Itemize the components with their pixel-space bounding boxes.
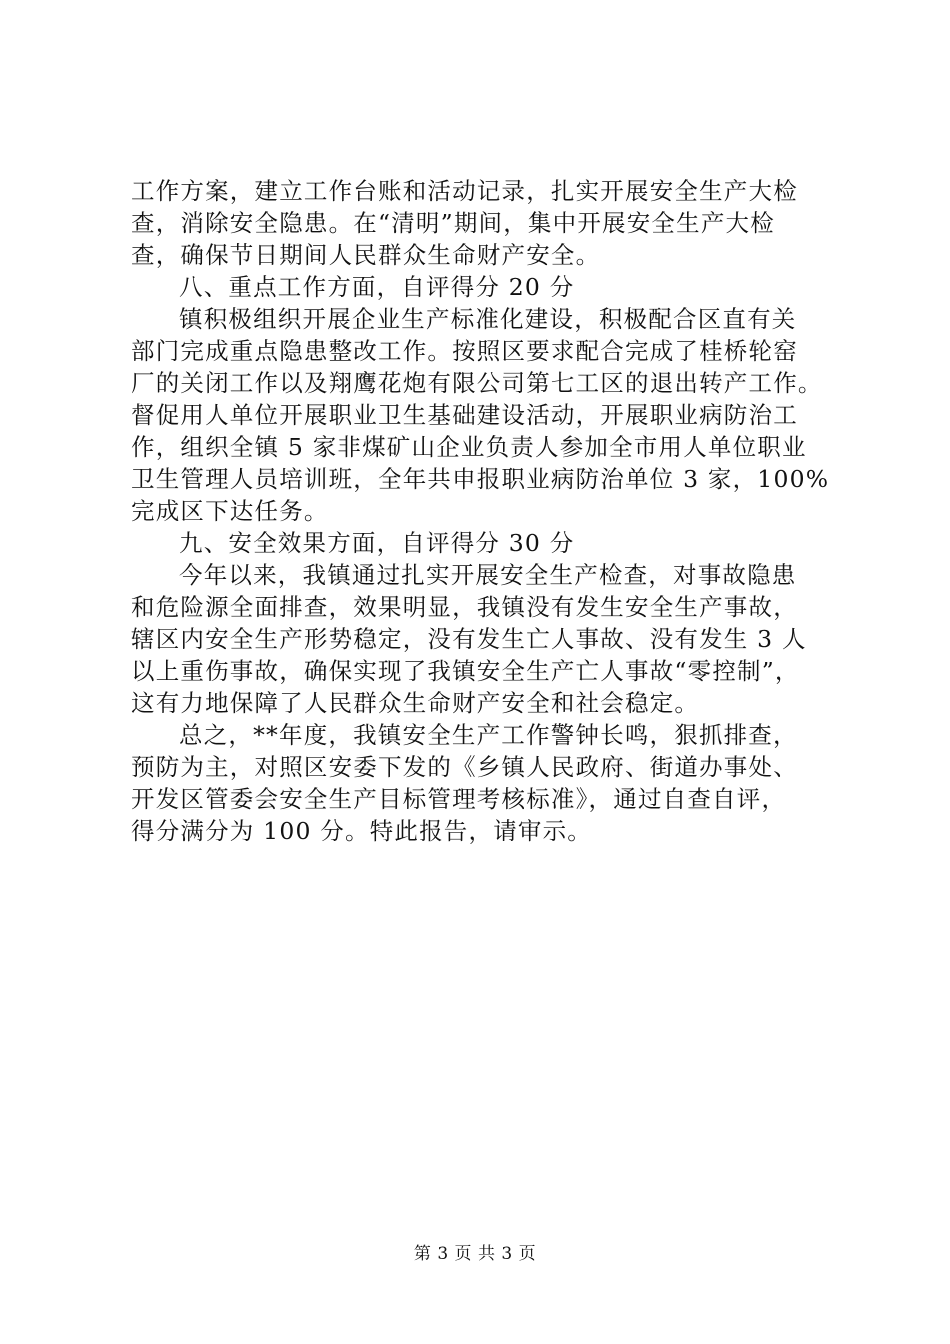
text-line: 作，组织全镇 5 家非煤矿山企业负责人参加全市用人单位职业 — [131, 433, 807, 461]
text-line: 开发区管委会安全生产目标管理考核标准》，通过自查自评， — [131, 785, 787, 813]
text-line: 辖区内安全生产形势稳定，没有发生亡人事故、没有发生 3 人 — [131, 625, 807, 653]
text-line: 八、重点工作方面，自评得分 20 分 — [179, 273, 575, 301]
text-line: 厂的关闭工作以及翔鹰花炮有限公司第七工区的退出转产工作。 — [131, 369, 823, 397]
text-line: 今年以来，我镇通过扎实开展安全生产检查，对事故隐患 — [179, 561, 797, 589]
text-line: 得分满分为 100 分。特此报告，请审示。 — [131, 817, 592, 845]
text-line: 和危险源全面排查，效果明显，我镇没有发生安全生产事故， — [131, 593, 798, 621]
text-line: 完成区下达任务。 — [131, 497, 329, 525]
page-footer — [0, 1243, 950, 1265]
text-line: 总之，**年度，我镇安全生产工作警钟长鸣，狠抓排查， — [179, 721, 798, 749]
document-body — [131, 175, 831, 847]
paragraph-1 — [131, 175, 831, 271]
page-number-label: 第 3 页 共 3 页 — [413, 1244, 537, 1264]
section-heading-9 — [131, 527, 831, 559]
text-line: 工作方案，建立工作台账和活动记录，扎实开展安全生产大检 — [131, 177, 798, 205]
text-line: 部门完成重点隐患整改工作。按照区要求配合完成了桂桥轮窑 — [131, 337, 798, 365]
text-line: 督促用人单位开展职业卫生基础建设活动，开展职业病防治工 — [131, 401, 798, 429]
text-line: 查，确保节日期间人民群众生命财产安全。 — [131, 241, 601, 269]
text-line: 九、安全效果方面，自评得分 30 分 — [179, 529, 575, 557]
paragraph-2 — [131, 303, 831, 527]
text-line: 预防为主，对照区安委下发的《乡镇人民政府、街道办事处、 — [131, 753, 798, 781]
text-line: 卫生管理人员培训班，全年共申报职业病防治单位 3 家，100% — [131, 465, 830, 493]
section-heading-8 — [131, 271, 831, 303]
text-line: 镇积极组织开展企业生产标准化建设，积极配合区直有关 — [179, 305, 797, 333]
paragraph-conclusion — [131, 719, 831, 847]
text-line: 以上重伤事故，确保实现了我镇安全生产亡人事故“零控制”， — [131, 657, 800, 685]
text-line: 这有力地保障了人民群众生命财产安全和社会稳定。 — [131, 689, 700, 717]
paragraph-3 — [131, 559, 831, 719]
text-line: 查，消除安全隐患。在“清明”期间，集中开展安全生产大检 — [131, 209, 775, 237]
